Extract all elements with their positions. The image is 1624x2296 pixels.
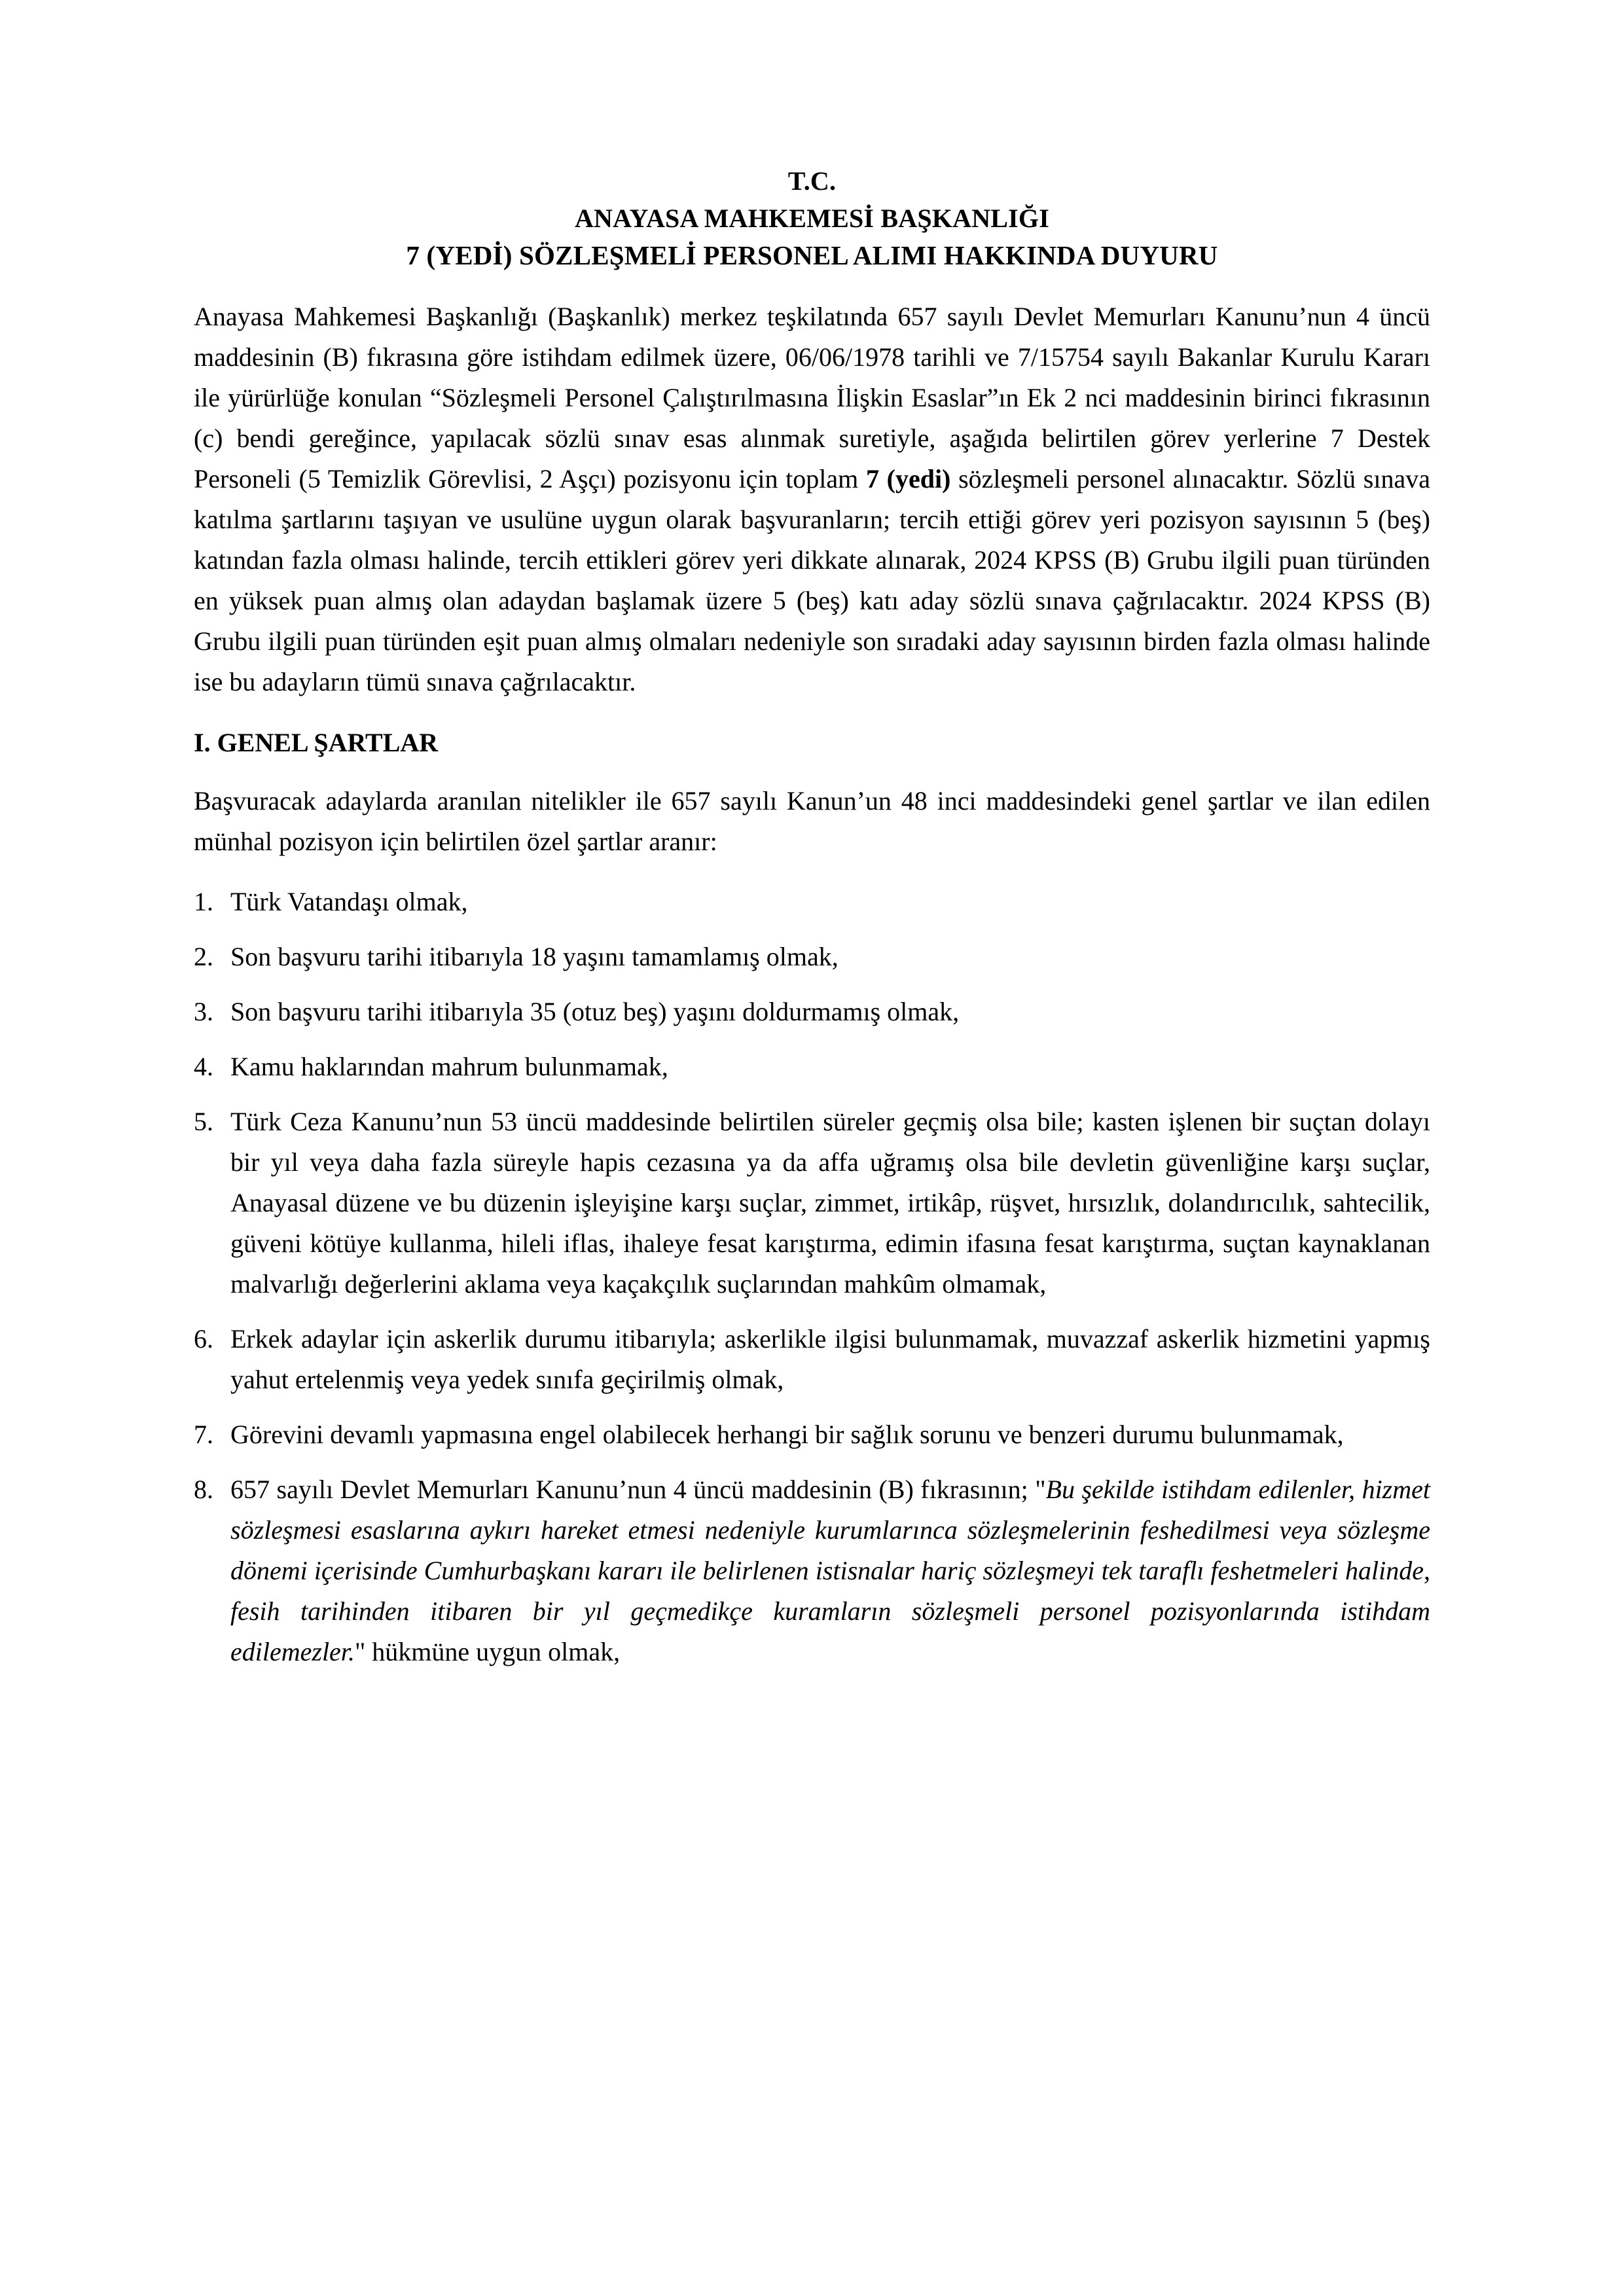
list-item-text-prefix: 657 sayılı Devlet Memurları Kanunu’nun 4 üncü maddesinin (B) fıkrasının; " [230,1475,1046,1504]
list-item-with-quote [194,1469,1430,1672]
list-item-text-suffix: " hükmüne uygun olmak, [354,1637,621,1666]
list-item-text: Erkek adaylar için askerlik durumu itibarıyla; askerlikle ilgisi bulunmamak, muvazzaf askerlik hizmetini yapmış yahut ertelenmiş veya yedek sınıfa geçirilmiş olmak, [230,1324,1430,1394]
list-item-marker: 2. [194,942,213,971]
list-item-text: Kamu haklarından mahrum bulunmamak, [230,1052,668,1081]
lead-paragraph-part1: Anayasa Mahkemesi Başkanlığı (Başkanlık) merkez teşkilatında 657 sayılı Devlet Memurları Kanunu’nun 4 üncü maddesinin (B) fıkrasına göre istihdam edilmek üzere, 06/06/1978 tarihli ve 7/15754 sayılı Bakanlar Kurulu Kararı ile yürürlüğe konulan “Sözleşmeli Personel Çalıştırılmasına İlişkin Esaslar”ın Ek 2 nci maddesinin birinci fıkrasının (c) bendi gereğince, yapılacak sözlü sınav esas alınmak suretiyle, aşağıda belirtilen görev yerlerine 7 Destek Personeli (5 Temizlik Görevlisi, 2 Aşçı) pozisyonu için toplam [194,302,1430,493]
title-line-institution: ANAYASA MAHKEMESİ BAŞKANLIĞI [574,204,1050,233]
list-item-text: Son başvuru tarihi itibarıyla 18 yaşını tamamlamış olmak, [230,942,839,971]
list-item-quoted-law-text: Bu şekilde istihdam edilenler, hizmet sözleşmesi esaslarına aykırı hareket etmesi nedeniyle kurumlarınca sözleşmelerinin feshedilmesi veya sözleşme dönemi içerisinde Cumhurbaşkanı kararı ile belirlenen istisnalar hariç sözleşmeyi tek taraflı feshetmeleri halinde, fesih tarihinden itibaren bir yıl geçmedikçe kuramların sözleşmeli personel pozisyonlarında istihdam edilemezler. [230,1475,1431,1666]
list-item [194,1047,1430,1087]
list-item-marker: 7. [194,1420,213,1449]
lead-paragraph-part2: sözleşmeli personel alınacaktır. Sözlü sınava katılma şartlarını taşıyan ve usulüne uygun olarak başvuranların; tercih ettiği görev yeri pozisyon sayısının 5 (beş) katından fazla olması halinde, tercih ettikleri görev yeri dikkate alınarak, 2024 KPSS (B) Grubu ilgili puan türünden en yüksek puan almış olan adaydan başlamak üzere 5 (beş) katı aday sözlü sınava çağrılacaktır. 2024 KPSS (B) Grubu ilgili puan türünden eşit puan almış olmaları nedeniyle son sıradaki aday sayısının birden fazla olması halinde ise bu adayların tümü sınava çağrılacaktır. [194,464,1430,696]
list-item-marker: 1. [194,887,213,916]
section-heading-genel-sartlar: I. GENEL ŞARTLAR [194,728,439,757]
document-title-block [194,162,1430,274]
list-item-text: Son başvuru tarihi itibarıyla 35 (otuz beş) yaşını doldurmamış olmak, [230,997,960,1026]
general-conditions-list [194,882,1430,1672]
title-line-country: T.C. [787,166,837,196]
section1-intro-paragraph: Başvuracak adaylarda aranılan nitelikler ile 657 sayılı Kanun’un 48 inci maddesindeki genel şartlar ve ilan edilen münhal pozisyon için belirtilen özel şartlar aranır: [194,786,1430,856]
list-item-marker: 6. [194,1324,213,1354]
list-item [194,937,1430,977]
lead-paragraph [194,296,1430,702]
list-item [194,992,1430,1032]
list-item-marker: 4. [194,1052,213,1081]
list-item-marker: 8. [194,1475,213,1504]
title-line-announcement: 7 (YEDİ) SÖZLEŞMELİ PERSONEL ALIMI HAKKINDA DUYURU [406,240,1218,270]
lead-paragraph-bold-count: 7 (yedi) [865,464,951,493]
list-item-text: Görevini devamlı yapmasına engel olabilecek herhangi bir sağlık sorunu ve benzeri durumu bulunmamak, [230,1420,1344,1449]
list-item [194,882,1430,922]
list-item-text: Türk Ceza Kanunu’nun 53 üncü maddesinde belirtilen süreler geçmiş olsa bile; kasten işlenen bir suçtan dolayı bir yıl veya daha fazla süreyle hapis cezasına ya da affa uğramış olsa bile devletin güvenliğine karşı suçlar, Anayasal düzene ve bu düzenin işleyişine karşı suçlar, zimmet, irtikâp, rüşvet, hırsızlık, dolandırıcılık, sahtecilik, güveni kötüye kullanma, hileli iflas, ihaleye fesat karıştırma, edimin ifasına fesat karıştırma, suçtan kaynaklanan malvarlığı değerlerini aklama veya kaçakçılık suçlarından mahkûm olmamak, [230,1107,1430,1299]
list-item [194,1414,1430,1455]
list-item-marker: 3. [194,997,213,1026]
list-item [194,1102,1430,1304]
list-item [194,1319,1430,1400]
list-item-text: Türk Vatandaşı olmak, [230,887,468,916]
list-item-marker: 5. [194,1107,213,1136]
